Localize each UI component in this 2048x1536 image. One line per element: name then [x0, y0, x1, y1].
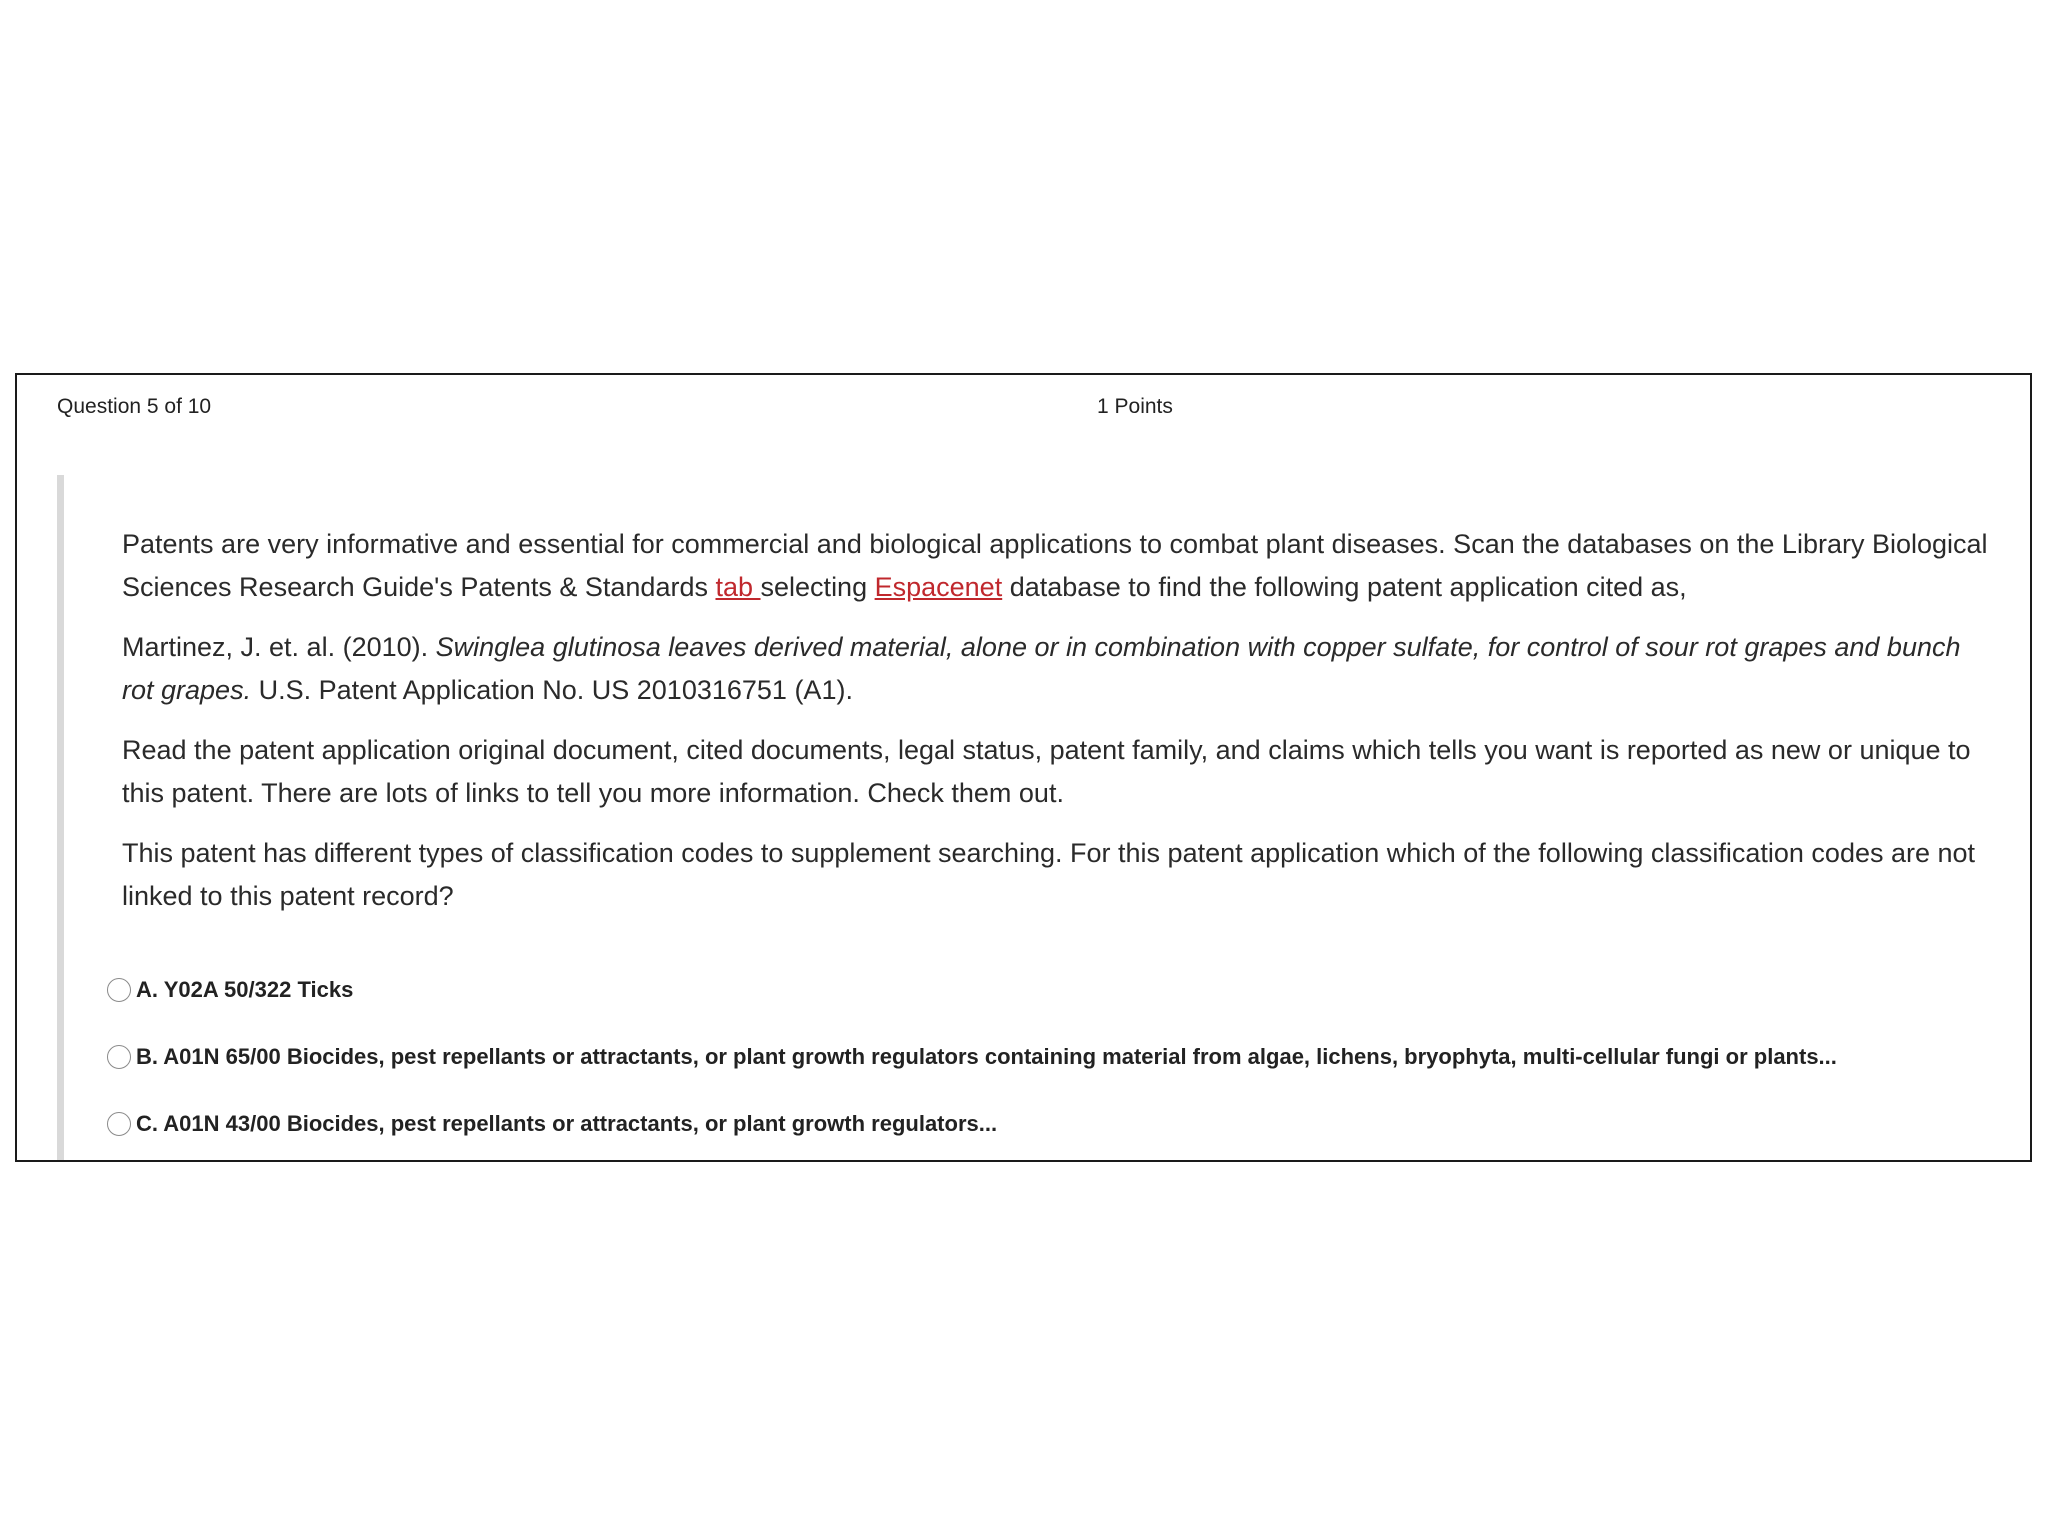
question-content [57, 475, 2007, 1162]
stem-text: database to find the following patent application cited as, [1002, 572, 1687, 602]
stem-paragraph-1 [122, 523, 1992, 609]
espacenet-link[interactable]: Espacenet [874, 572, 1003, 602]
question-counter: Question 5 of 10 [57, 395, 212, 418]
citation-number: U.S. Patent Application No. US 2010316751 (A1). [251, 675, 853, 705]
question-points: 1 Points [1097, 395, 1173, 418]
choice-b[interactable] [107, 1043, 2007, 1110]
stem-text: Patents are very informative and essential for commercial and biological applications to combat plant diseases. Scan the databases on the Library Biological Sciences Research Guide's Patents & Standards [122, 529, 1988, 602]
choice-label[interactable]: C. A01N 43/00 Biocides, pest repellants or attractants, or plant growth regulators... [136, 1111, 998, 1136]
citation-authors: Martinez, J. et. al. (2010). [122, 632, 436, 662]
radio-button-b[interactable] [107, 1045, 131, 1069]
stem-paragraph-2 [122, 626, 1992, 712]
choice-label[interactable]: B. A01N 65/00 Biocides, pest repellants or attractants, or plant growth regulators containing material from algae, lichens, bryophyta, multi-cellular fungi or plants... [136, 1044, 1837, 1069]
choice-a[interactable] [107, 976, 2007, 1043]
stem-paragraph-3: Read the patent application original document, cited documents, legal status, patent family, and claims which tells you want is reported as new or unique to this patent. There are lots of links to tell you more information. Check them out. [122, 735, 1971, 808]
answer-choices [107, 976, 2007, 1162]
radio-button-c[interactable] [107, 1112, 131, 1136]
stem-text: selecting [760, 572, 875, 602]
choice-c[interactable] [107, 1110, 2007, 1162]
patents-tab-link[interactable]: tab [715, 572, 761, 602]
citation-title: Swinglea glutinosa leaves derived material, alone or in combination with copper sulfate, for control of sour rot grapes and bunch rot grapes. [122, 632, 1961, 705]
stem-paragraph-4: This patent has different types of classification codes to supplement searching. For this patent application which of the following classification codes are not linked to this patent record? [122, 838, 1976, 911]
question-stem [122, 523, 1992, 935]
question-panel [15, 373, 2032, 1162]
radio-button-a[interactable] [107, 978, 131, 1002]
choice-label[interactable]: A. Y02A 50/322 Ticks [136, 977, 354, 1002]
